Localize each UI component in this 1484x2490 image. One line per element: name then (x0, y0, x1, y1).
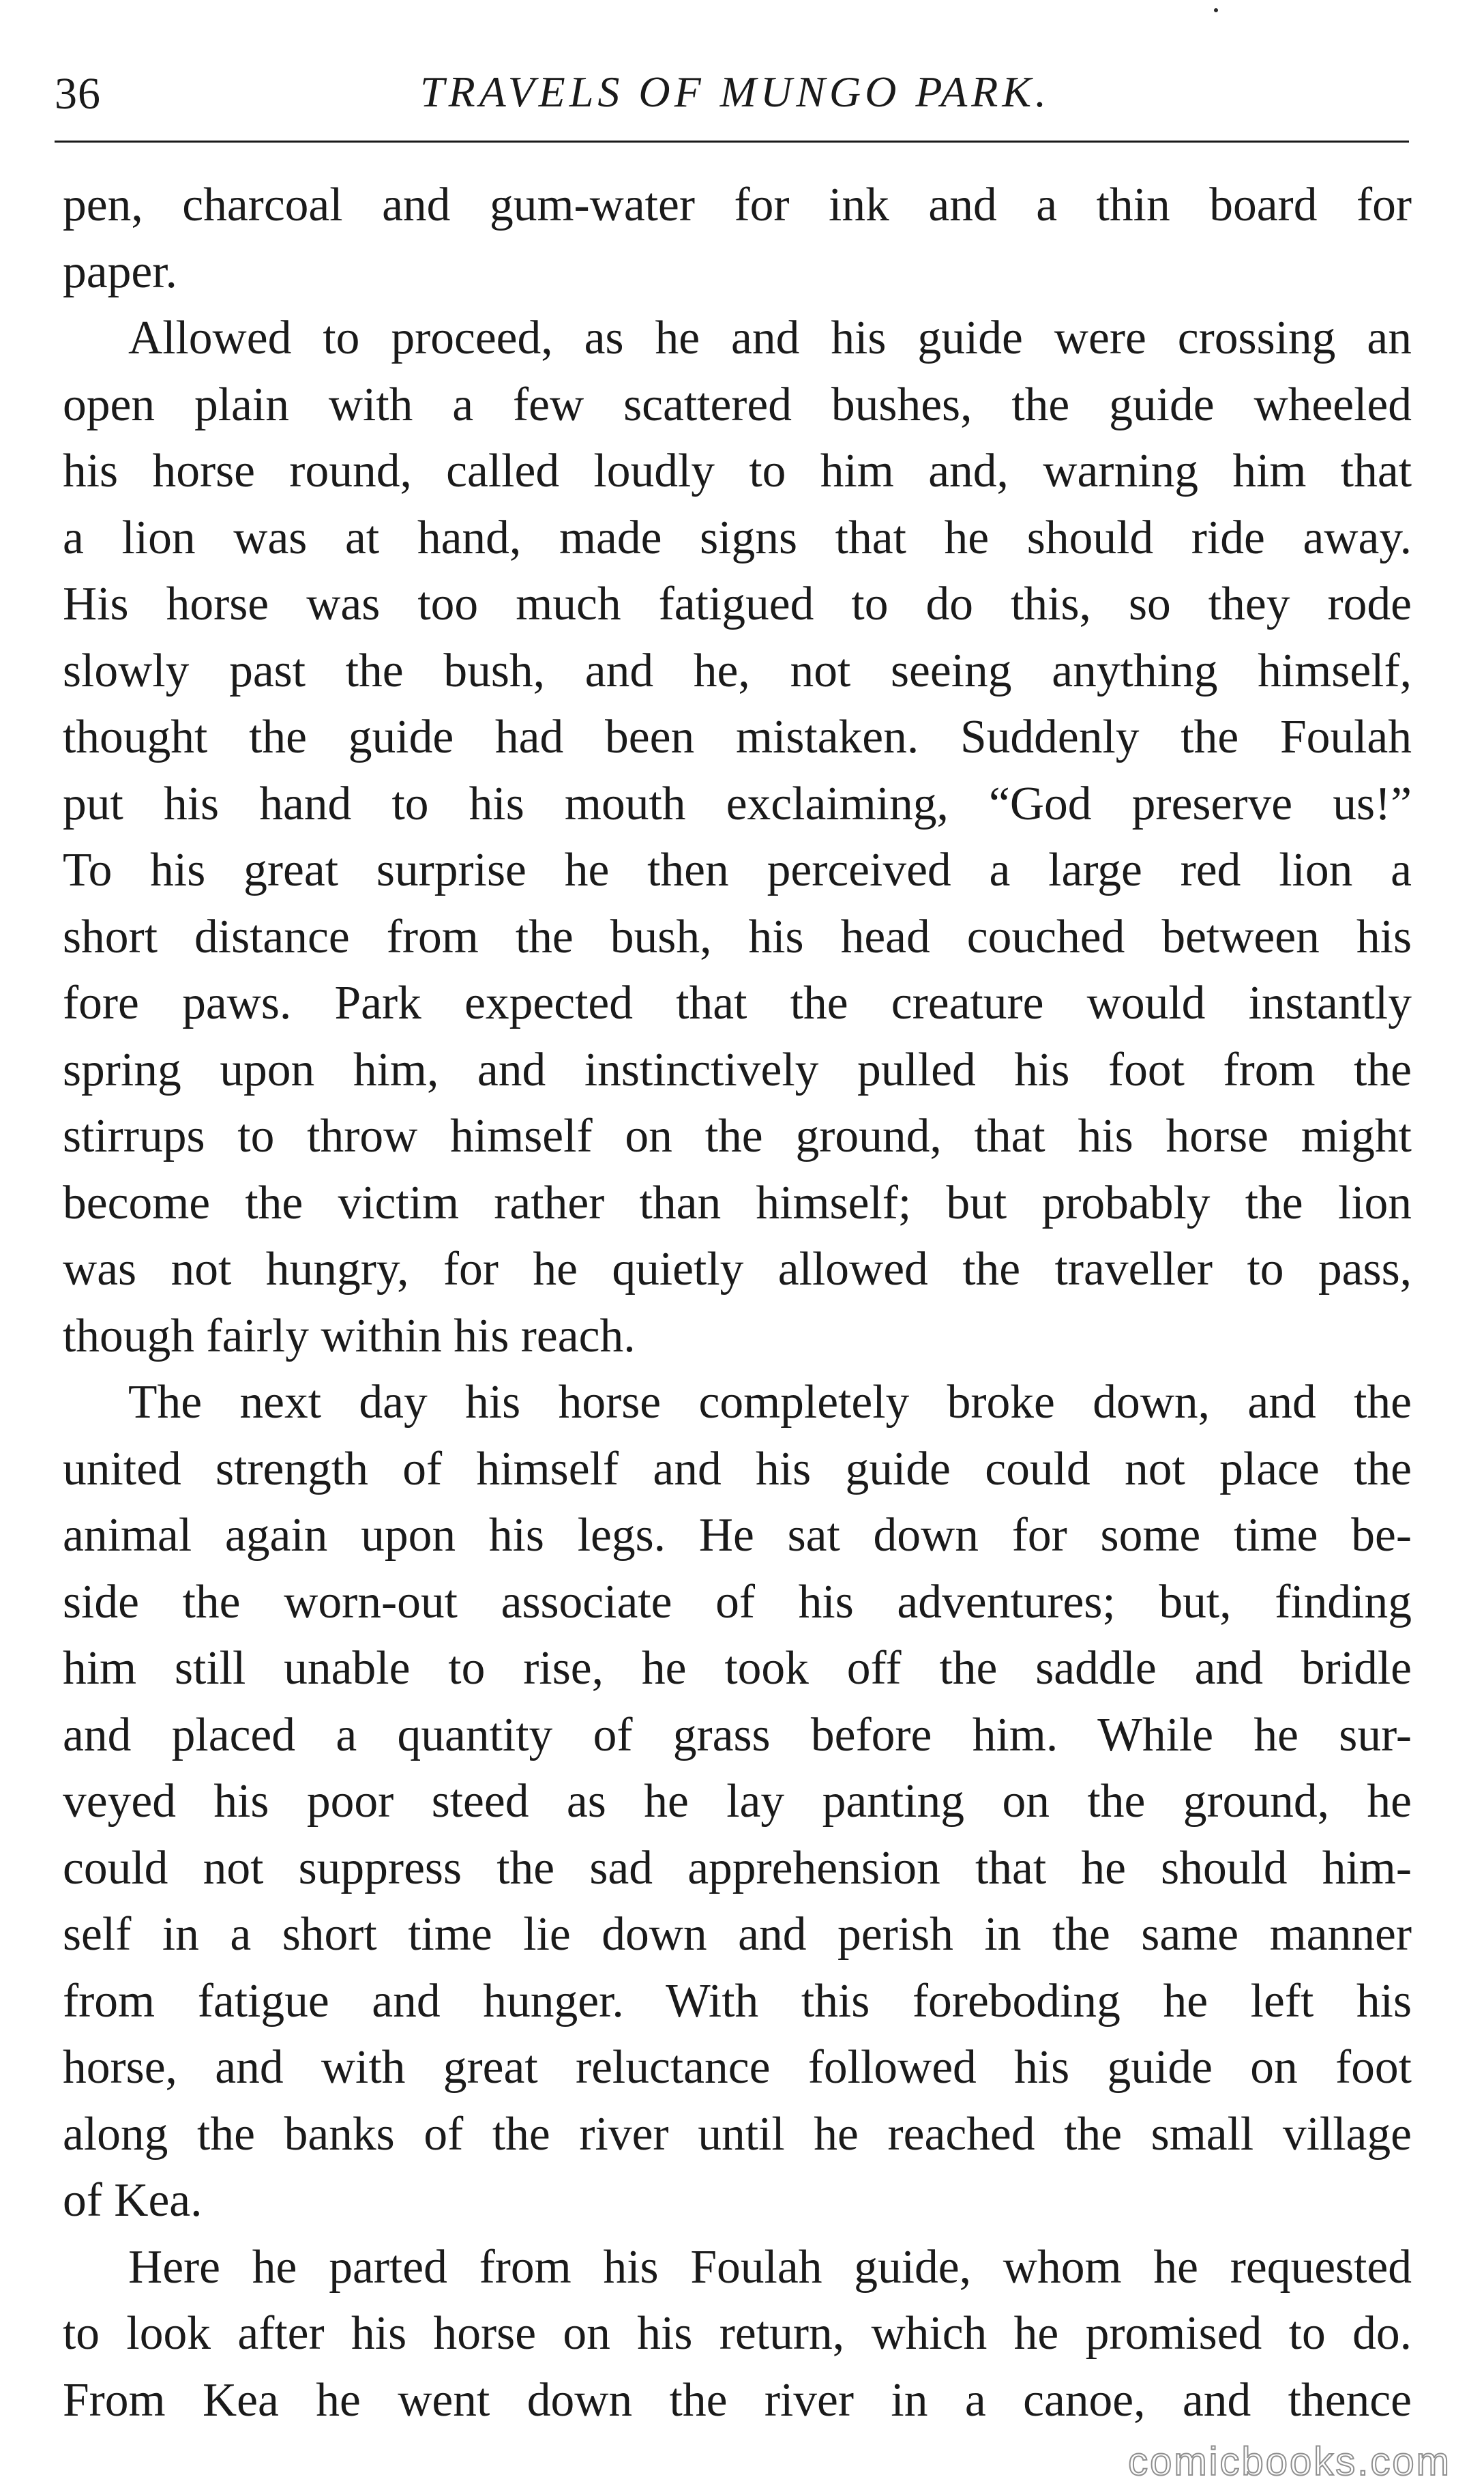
watermark-logo: comicbooks.com (1128, 2440, 1451, 2484)
text-line: self in a short time lie down and perish in the same manner (63, 1908, 1412, 1961)
running-header (55, 53, 1416, 121)
text-line: animal again upon his legs. He sat down for some time be- (63, 1509, 1412, 1562)
text-line: side the worn-out associate of his adventures; but, finding (63, 1575, 1412, 1628)
text-line: The next day his horse completely broke down, and the (128, 1376, 1412, 1429)
text-line: paper. (63, 245, 177, 298)
text-line: slowly past the bush, and he, not seeing anything himself, (63, 644, 1412, 697)
text-line: stirrups to throw himself on the ground, that his horse might (63, 1110, 1412, 1162)
text-line: a lion was at hand, made signs that he should ride away. (63, 511, 1412, 564)
header-rule (55, 141, 1409, 143)
text-line: was not hungry, for he quietly allowed the traveller to pass, (63, 1243, 1412, 1295)
body-text (63, 172, 1412, 2433)
paragraph (63, 2234, 1412, 2434)
paragraph (63, 305, 1412, 1369)
text-line: fore paws. Park expected that the creature would instantly (63, 977, 1412, 1029)
text-line: From Kea he went down the river in a canoe, and thence (63, 2373, 1412, 2427)
text-line: put his hand to his mouth exclaiming, “God preserve us!” (63, 777, 1412, 830)
text-line: open plain with a few scattered bushes, the guide wheeled (63, 378, 1412, 431)
text-line: spring upon him, and instinctively pulled his foot from the (63, 1043, 1412, 1096)
text-line: and placed a quantity of grass before him. While he sur- (63, 1708, 1412, 1761)
text-line: To his great surprise he then perceived a large red lion a (63, 844, 1412, 896)
text-line: horse, and with great reluctance followed his guide on foot (63, 2041, 1412, 2094)
text-line: Here he parted from his Foulah guide, whom he requested (128, 2240, 1412, 2294)
text-line: though fairly within his reach. (63, 1309, 636, 1362)
paragraph (63, 1369, 1412, 2234)
text-line: pen, charcoal and gum-water for ink and a thin board for (63, 179, 1412, 231)
text-line: thought the guide had been mistaken. Suddenly the Foulah (63, 711, 1412, 763)
text-line: united strength of himself and his guide could not place the (63, 1442, 1412, 1495)
text-line: could not suppress the sad apprehension that he should him- (63, 1841, 1412, 1894)
text-line: along the banks of the river until he reached the small village (63, 2107, 1412, 2161)
text-line: His horse was too much fatigued to do this, so they rode (63, 578, 1412, 630)
text-line: from fatigue and hunger. With this foreboding he left his (63, 1974, 1412, 2027)
text-line: become the victim rather than himself; but probably the lion (63, 1176, 1412, 1229)
text-line: him still unable to rise, he took off the saddle and bridle (63, 1642, 1412, 1695)
text-line: veyed his poor steed as he lay panting on the ground, he (63, 1775, 1412, 1828)
text-line: Allowed to proceed, as he and his guide were crossing an (128, 312, 1412, 364)
paragraph (63, 172, 1412, 305)
running-title: TRAVELS OF MUNGO PARK. (419, 68, 1051, 116)
ink-speck (1214, 8, 1218, 12)
text-line: to look after his horse on his return, which he promised to do. (63, 2307, 1412, 2360)
text-line: short distance from the bush, his head couched between his (63, 910, 1412, 963)
text-line: of Kea. (63, 2174, 203, 2227)
text-line: his horse round, called loudly to him and, warning him that (63, 445, 1412, 497)
page-number: 36 (55, 69, 101, 119)
